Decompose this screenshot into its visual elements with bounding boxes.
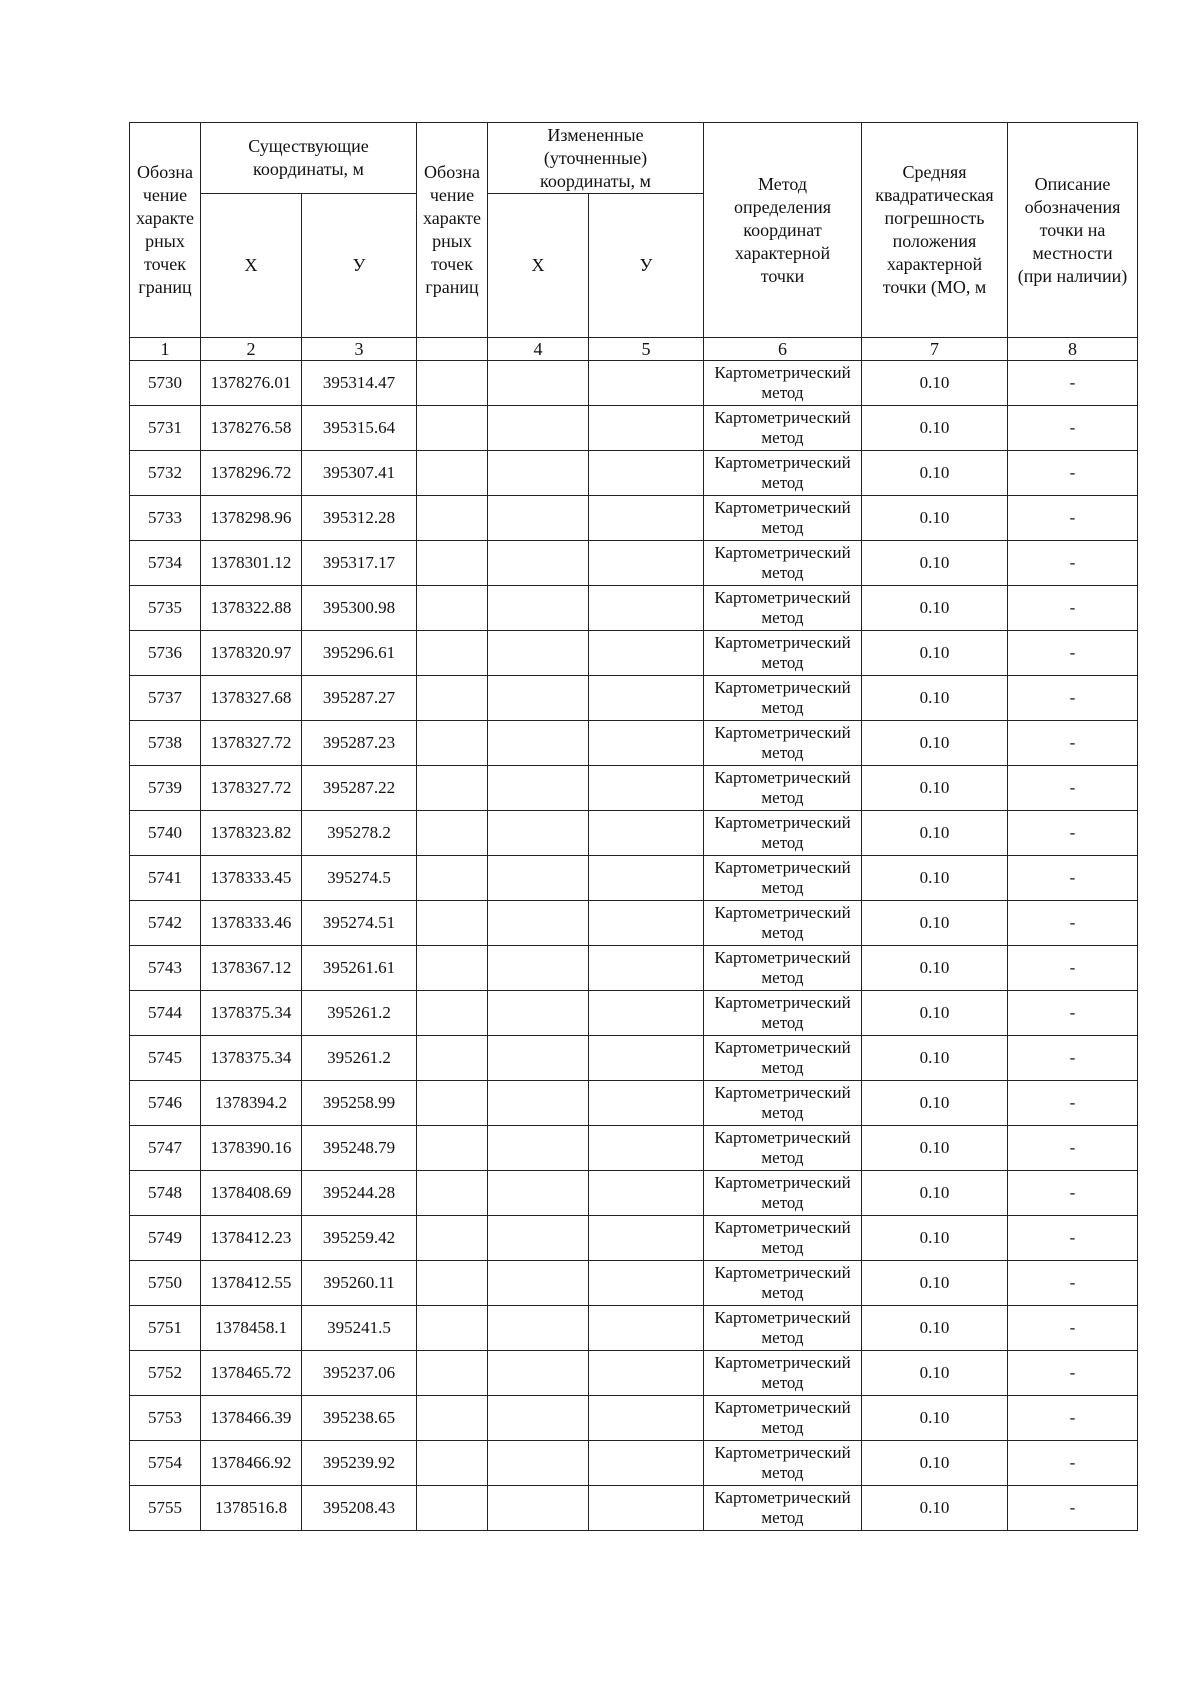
cell-changed-x [488,361,589,406]
table-row [130,1036,1138,1081]
cell-changed-x [488,541,589,586]
cell-method: Картометрический метод [704,766,862,811]
cell-point-id-2 [417,631,488,676]
cell-changed-y [589,496,704,541]
cell-point-id-2 [417,1486,488,1531]
cell-changed-x [488,766,589,811]
cell-point-id-2 [417,766,488,811]
cell-existing-x: 1378375.34 [201,1036,302,1081]
cell-point-id-2 [417,586,488,631]
cell-description: - [1008,1306,1138,1351]
cell-description: - [1008,1351,1138,1396]
cell-changed-x [488,811,589,856]
cell-accuracy: 0.10 [862,1216,1008,1261]
cell-point-id: 5730 [130,361,201,406]
column-number: 5 [589,338,704,361]
cell-point-id-2 [417,496,488,541]
cell-existing-x: 1378333.46 [201,901,302,946]
cell-description: - [1008,1081,1138,1126]
cell-existing-y: 395208.43 [302,1486,417,1531]
cell-point-id-2 [417,451,488,496]
cell-changed-x [488,1126,589,1171]
cell-point-id: 5735 [130,586,201,631]
cell-point-id-2 [417,1171,488,1216]
cell-method: Картометрический метод [704,1081,862,1126]
cell-method: Картометрический метод [704,991,862,1036]
header-designation: Обозна чение характе рных точек границ [130,123,201,338]
cell-existing-x: 1378333.45 [201,856,302,901]
table-row [130,406,1138,451]
cell-existing-y: 395312.28 [302,496,417,541]
cell-point-id: 5742 [130,901,201,946]
cell-description: - [1008,1441,1138,1486]
header-row-top [130,123,1138,194]
cell-existing-x: 1378301.12 [201,541,302,586]
cell-changed-y [589,1081,704,1126]
cell-changed-y [589,1306,704,1351]
cell-method: Картометрический метод [704,541,862,586]
cell-method: Картометрический метод [704,496,862,541]
cell-method: Картометрический метод [704,856,862,901]
cell-point-id: 5743 [130,946,201,991]
cell-changed-y [589,991,704,1036]
cell-point-id-2 [417,541,488,586]
cell-accuracy: 0.10 [862,1306,1008,1351]
cell-method: Картометрический метод [704,1126,862,1171]
table-row [130,451,1138,496]
header-existing-coordinates: Существующие координаты, м [201,123,417,194]
cell-description: - [1008,586,1138,631]
document-page [129,122,1137,1531]
cell-existing-y: 395260.11 [302,1261,417,1306]
cell-description: - [1008,811,1138,856]
cell-point-id-2 [417,1216,488,1261]
cell-existing-y: 395259.42 [302,1216,417,1261]
cell-existing-y: 395239.92 [302,1441,417,1486]
table-row [130,1486,1138,1531]
cell-changed-y [589,586,704,631]
cell-point-id-2 [417,1351,488,1396]
cell-changed-y [589,1036,704,1081]
cell-changed-x [488,1441,589,1486]
cell-changed-y [589,1486,704,1531]
cell-existing-y: 395237.06 [302,1351,417,1396]
cell-description: - [1008,406,1138,451]
cell-existing-y: 395287.27 [302,676,417,721]
cell-method: Картометрический метод [704,1036,862,1081]
cell-point-id: 5731 [130,406,201,451]
cell-accuracy: 0.10 [862,496,1008,541]
cell-accuracy: 0.10 [862,856,1008,901]
header-existing-y: У [302,194,417,338]
cell-existing-x: 1378327.68 [201,676,302,721]
cell-changed-x [488,631,589,676]
cell-existing-y: 395296.61 [302,631,417,676]
cell-changed-y [589,946,704,991]
cell-description: - [1008,676,1138,721]
cell-method: Картометрический метод [704,1486,862,1531]
cell-point-id: 5734 [130,541,201,586]
cell-point-id-2 [417,1261,488,1306]
cell-accuracy: 0.10 [862,811,1008,856]
cell-changed-y [589,1396,704,1441]
table-body [130,361,1138,1531]
cell-existing-x: 1378296.72 [201,451,302,496]
cell-point-id: 5752 [130,1351,201,1396]
cell-point-id: 5738 [130,721,201,766]
cell-existing-y: 395278.2 [302,811,417,856]
cell-existing-x: 1378323.82 [201,811,302,856]
cell-existing-y: 395274.5 [302,856,417,901]
cell-accuracy: 0.10 [862,676,1008,721]
table-row [130,1306,1138,1351]
cell-changed-y [589,721,704,766]
cell-accuracy: 0.10 [862,721,1008,766]
cell-point-id: 5737 [130,676,201,721]
cell-existing-x: 1378327.72 [201,766,302,811]
cell-changed-y [589,901,704,946]
cell-existing-x: 1378412.55 [201,1261,302,1306]
cell-description: - [1008,721,1138,766]
cell-changed-x [488,1261,589,1306]
cell-method: Картометрический метод [704,451,862,496]
cell-accuracy: 0.10 [862,1171,1008,1216]
cell-changed-y [589,676,704,721]
cell-accuracy: 0.10 [862,766,1008,811]
cell-method: Картометрический метод [704,1306,862,1351]
cell-method: Картометрический метод [704,1441,862,1486]
cell-accuracy: 0.10 [862,946,1008,991]
cell-method: Картометрический метод [704,811,862,856]
cell-method: Картометрический метод [704,406,862,451]
header-changed-y: У [589,194,704,338]
cell-description: - [1008,1171,1138,1216]
table-row [130,1396,1138,1441]
coordinates-table [129,122,1138,1531]
table-row [130,766,1138,811]
cell-method: Картометрический метод [704,676,862,721]
cell-existing-x: 1378320.97 [201,631,302,676]
cell-description: - [1008,1126,1138,1171]
column-number: 3 [302,338,417,361]
cell-method: Картометрический метод [704,721,862,766]
cell-changed-x [488,946,589,991]
cell-existing-x: 1378412.23 [201,1216,302,1261]
table-row [130,811,1138,856]
table-row [130,1171,1138,1216]
cell-changed-x [488,1306,589,1351]
cell-description: - [1008,856,1138,901]
cell-point-id-2 [417,1306,488,1351]
cell-description: - [1008,631,1138,676]
cell-changed-x [488,1486,589,1531]
table-row [130,856,1138,901]
cell-point-id: 5747 [130,1126,201,1171]
cell-changed-x [488,1036,589,1081]
table-row [130,1441,1138,1486]
cell-description: - [1008,361,1138,406]
cell-description: - [1008,541,1138,586]
table-row [130,946,1138,991]
cell-changed-x [488,586,589,631]
cell-existing-x: 1378466.92 [201,1441,302,1486]
table-row [130,586,1138,631]
cell-changed-x [488,1396,589,1441]
cell-point-id-2 [417,901,488,946]
cell-point-id-2 [417,361,488,406]
table-row [130,1351,1138,1396]
cell-existing-x: 1378516.8 [201,1486,302,1531]
cell-changed-y [589,1261,704,1306]
cell-accuracy: 0.10 [862,1036,1008,1081]
column-number: 2 [201,338,302,361]
cell-accuracy: 0.10 [862,1351,1008,1396]
cell-existing-x: 1378394.2 [201,1081,302,1126]
cell-changed-x [488,676,589,721]
cell-point-id-2 [417,1126,488,1171]
cell-changed-y [589,631,704,676]
cell-accuracy: 0.10 [862,631,1008,676]
column-number: 7 [862,338,1008,361]
cell-accuracy: 0.10 [862,1261,1008,1306]
cell-changed-x [488,1171,589,1216]
cell-method: Картометрический метод [704,631,862,676]
table-row [130,721,1138,766]
cell-point-id: 5736 [130,631,201,676]
table-row [130,901,1138,946]
cell-existing-x: 1378465.72 [201,1351,302,1396]
cell-method: Картометрический метод [704,1396,862,1441]
cell-method: Картометрический метод [704,1351,862,1396]
cell-point-id: 5748 [130,1171,201,1216]
cell-existing-x: 1378367.12 [201,946,302,991]
cell-existing-y: 395261.61 [302,946,417,991]
cell-existing-y: 395261.2 [302,1036,417,1081]
cell-existing-y: 395244.28 [302,1171,417,1216]
cell-accuracy: 0.10 [862,1441,1008,1486]
table-row [130,361,1138,406]
cell-point-id-2 [417,946,488,991]
column-number: 6 [704,338,862,361]
column-number-row [130,338,1138,361]
cell-existing-x: 1378390.16 [201,1126,302,1171]
cell-changed-y [589,811,704,856]
table-row [130,1261,1138,1306]
cell-changed-x [488,406,589,451]
table-row [130,676,1138,721]
cell-point-id: 5745 [130,1036,201,1081]
table-row [130,631,1138,676]
table-header [130,123,1138,361]
cell-point-id: 5754 [130,1441,201,1486]
cell-point-id-2 [417,1036,488,1081]
cell-changed-y [589,541,704,586]
cell-method: Картометрический метод [704,1216,862,1261]
cell-changed-x [488,856,589,901]
cell-point-id: 5750 [130,1261,201,1306]
column-number: 8 [1008,338,1138,361]
cell-changed-y [589,1351,704,1396]
cell-accuracy: 0.10 [862,361,1008,406]
cell-point-id: 5732 [130,451,201,496]
table-row [130,541,1138,586]
cell-point-id-2 [417,1396,488,1441]
cell-changed-x [488,991,589,1036]
column-number [417,338,488,361]
cell-changed-y [589,361,704,406]
cell-existing-y: 395287.23 [302,721,417,766]
cell-existing-x: 1378408.69 [201,1171,302,1216]
header-existing-x: Х [201,194,302,338]
cell-point-id: 5733 [130,496,201,541]
cell-existing-y: 395261.2 [302,991,417,1036]
cell-point-id-2 [417,1441,488,1486]
cell-method: Картометрический метод [704,901,862,946]
cell-method: Картометрический метод [704,361,862,406]
cell-description: - [1008,1261,1138,1306]
cell-changed-y [589,1171,704,1216]
cell-method: Картометрический метод [704,1261,862,1306]
cell-changed-x [488,496,589,541]
cell-changed-y [589,1126,704,1171]
cell-changed-y [589,856,704,901]
cell-description: - [1008,1396,1138,1441]
table-row [130,1126,1138,1171]
header-method: Метод определения координат характерной точки [704,123,862,338]
cell-point-id: 5753 [130,1396,201,1441]
cell-existing-y: 395314.47 [302,361,417,406]
cell-description: - [1008,496,1138,541]
table-row [130,1081,1138,1126]
cell-changed-x [488,1216,589,1261]
cell-point-id-2 [417,676,488,721]
cell-point-id: 5746 [130,1081,201,1126]
cell-accuracy: 0.10 [862,541,1008,586]
cell-accuracy: 0.10 [862,991,1008,1036]
cell-accuracy: 0.10 [862,1081,1008,1126]
cell-accuracy: 0.10 [862,1126,1008,1171]
cell-point-id-2 [417,991,488,1036]
table-row [130,991,1138,1036]
cell-existing-x: 1378375.34 [201,991,302,1036]
cell-point-id-2 [417,406,488,451]
cell-accuracy: 0.10 [862,451,1008,496]
cell-point-id-2 [417,721,488,766]
cell-description: - [1008,1486,1138,1531]
header-accuracy: Средняя квадратическая погрешность положения характерной точки (МО, м [862,123,1008,338]
cell-existing-x: 1378276.01 [201,361,302,406]
cell-point-id: 5739 [130,766,201,811]
cell-point-id: 5740 [130,811,201,856]
header-changed-x: Х [488,194,589,338]
table-row [130,496,1138,541]
cell-changed-x [488,721,589,766]
cell-changed-x [488,1081,589,1126]
cell-existing-x: 1378466.39 [201,1396,302,1441]
header-designation-2: Обозна чение характе рных точек границ [417,123,488,338]
cell-point-id: 5749 [130,1216,201,1261]
cell-existing-y: 395315.64 [302,406,417,451]
cell-point-id: 5741 [130,856,201,901]
cell-point-id-2 [417,856,488,901]
cell-existing-y: 395287.22 [302,766,417,811]
cell-existing-y: 395248.79 [302,1126,417,1171]
cell-existing-x: 1378327.72 [201,721,302,766]
column-number: 4 [488,338,589,361]
cell-accuracy: 0.10 [862,406,1008,451]
column-number: 1 [130,338,201,361]
cell-description: - [1008,1036,1138,1081]
cell-existing-y: 395300.98 [302,586,417,631]
cell-existing-x: 1378298.96 [201,496,302,541]
cell-accuracy: 0.10 [862,586,1008,631]
cell-changed-x [488,901,589,946]
cell-changed-y [589,1216,704,1261]
cell-accuracy: 0.10 [862,901,1008,946]
cell-changed-y [589,766,704,811]
cell-description: - [1008,766,1138,811]
cell-description: - [1008,451,1138,496]
cell-method: Картометрический метод [704,586,862,631]
cell-changed-y [589,1441,704,1486]
header-changed-coordinates: Измененные (уточненные) координаты, м [488,123,704,194]
cell-changed-y [589,451,704,496]
cell-existing-y: 395241.5 [302,1306,417,1351]
cell-point-id: 5744 [130,991,201,1036]
cell-description: - [1008,991,1138,1036]
cell-changed-y [589,406,704,451]
cell-point-id-2 [417,1081,488,1126]
cell-existing-y: 395274.51 [302,901,417,946]
cell-existing-x: 1378458.1 [201,1306,302,1351]
table-row [130,1216,1138,1261]
header-description: Описание обозначения точки на местности (при наличии) [1008,123,1138,338]
cell-existing-y: 395317.17 [302,541,417,586]
cell-point-id: 5755 [130,1486,201,1531]
cell-point-id: 5751 [130,1306,201,1351]
cell-description: - [1008,946,1138,991]
cell-changed-x [488,1351,589,1396]
cell-accuracy: 0.10 [862,1396,1008,1441]
cell-existing-y: 395238.65 [302,1396,417,1441]
cell-existing-x: 1378322.88 [201,586,302,631]
cell-existing-y: 395307.41 [302,451,417,496]
cell-existing-x: 1378276.58 [201,406,302,451]
cell-method: Картометрический метод [704,946,862,991]
cell-point-id-2 [417,811,488,856]
cell-existing-y: 395258.99 [302,1081,417,1126]
cell-method: Картометрический метод [704,1171,862,1216]
cell-accuracy: 0.10 [862,1486,1008,1531]
cell-changed-x [488,451,589,496]
cell-description: - [1008,901,1138,946]
cell-description: - [1008,1216,1138,1261]
